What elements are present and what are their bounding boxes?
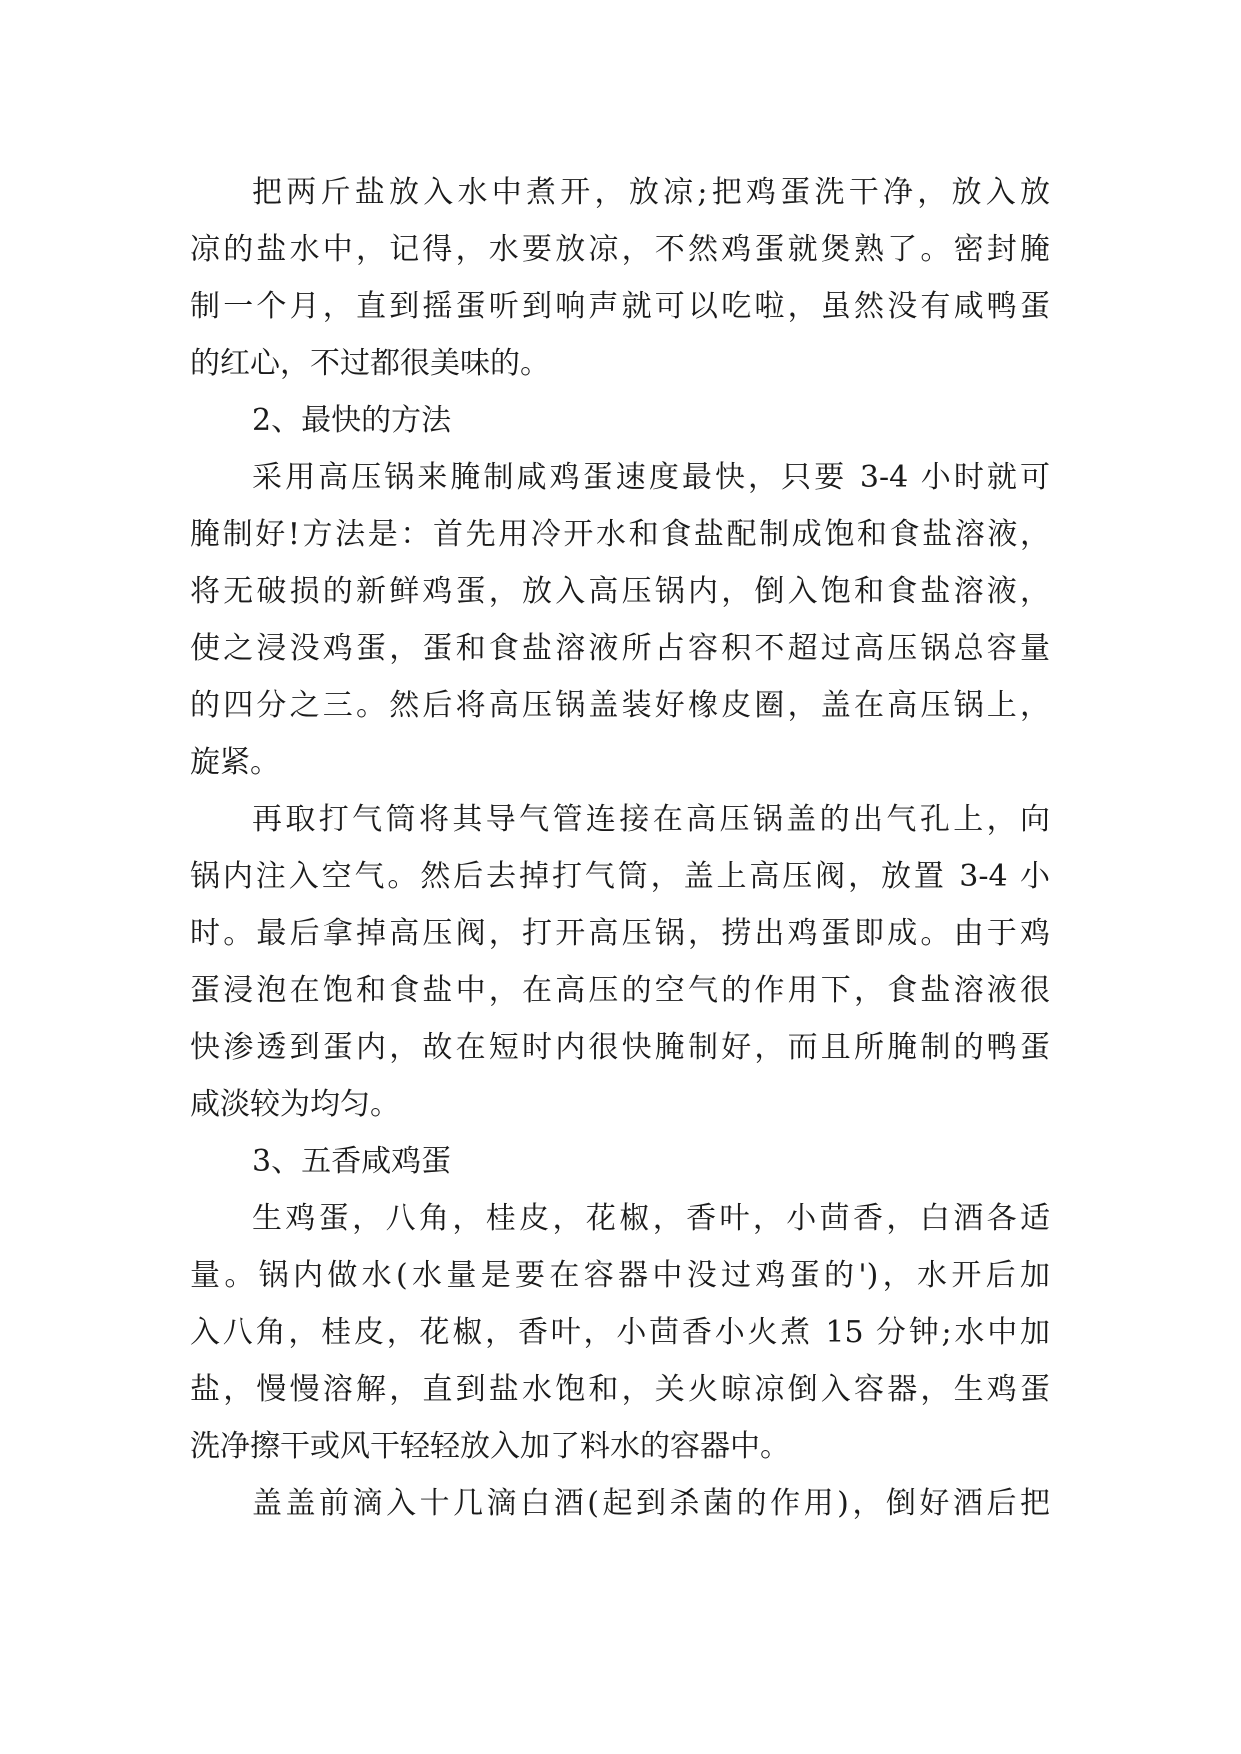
text-line: 时。最后拿掉高压阀，打开高压锅，捞出鸡蛋即成。由于鸡	[190, 916, 1050, 951]
text-line: 将无破损的新鲜鸡蛋，放入高压锅内，倒入饱和食盐溶液，	[190, 574, 1050, 609]
text-line: 把两斤盐放入水中煮开，放凉;把鸡蛋洗干净，放入放	[252, 175, 1050, 210]
text-line: 3、五香咸鸡蛋	[252, 1144, 452, 1179]
text-line: 制一个月，直到摇蛋听到响声就可以吃啦，虽然没有咸鸭蛋	[190, 289, 1050, 324]
text-line: 旋紧。	[190, 745, 280, 780]
text-line: 盖盖前滴入十几滴白酒(起到杀菌的作用)，倒好酒后把	[252, 1486, 1050, 1521]
text-line: 洗净擦干或风干轻轻放入加了料水的容器中。	[190, 1429, 790, 1464]
text-line: 采用高压锅来腌制咸鸡蛋速度最快，只要 3-4 小时就可	[252, 460, 1050, 495]
text-line: 使之浸没鸡蛋，蛋和食盐溶液所占容积不超过高压锅总容量	[190, 631, 1050, 666]
text-line: 腌制好!方法是：首先用冷开水和食盐配制成饱和食盐溶液，	[190, 517, 1050, 552]
text-line: 蛋浸泡在饱和食盐中，在高压的空气的作用下，食盐溶液很	[190, 973, 1050, 1008]
text-line: 2、最快的方法	[252, 403, 452, 438]
text-line: 生鸡蛋，八角，桂皮，花椒，香叶，小茴香，白酒各适	[252, 1201, 1050, 1236]
text-line: 快渗透到蛋内，故在短时内很快腌制好，而且所腌制的鸭蛋	[190, 1030, 1050, 1065]
text-line: 锅内注入空气。然后去掉打气筒，盖上高压阀，放置 3-4 小	[190, 859, 1050, 894]
text-line: 咸淡较为均匀。	[190, 1087, 400, 1122]
text-line: 的四分之三。然后将高压锅盖装好橡皮圈，盖在高压锅上，	[190, 688, 1050, 723]
text-line: 再取打气筒将其导气管连接在高压锅盖的出气孔上，向	[252, 802, 1050, 837]
document-body	[190, 164, 1050, 1532]
text-line: 凉的盐水中，记得，水要放凉，不然鸡蛋就煲熟了。密封腌	[190, 232, 1050, 267]
text-line: 量。锅内做水(水量是要在容器中没过鸡蛋的')，水开后加	[190, 1258, 1050, 1293]
text-line: 盐，慢慢溶解，直到盐水饱和，关火晾凉倒入容器，生鸡蛋	[190, 1372, 1050, 1407]
text-line: 的红心，不过都很美味的。	[190, 346, 550, 381]
text-line: 入八角，桂皮，花椒，香叶，小茴香小火煮 15 分钟;水中加	[190, 1315, 1050, 1350]
